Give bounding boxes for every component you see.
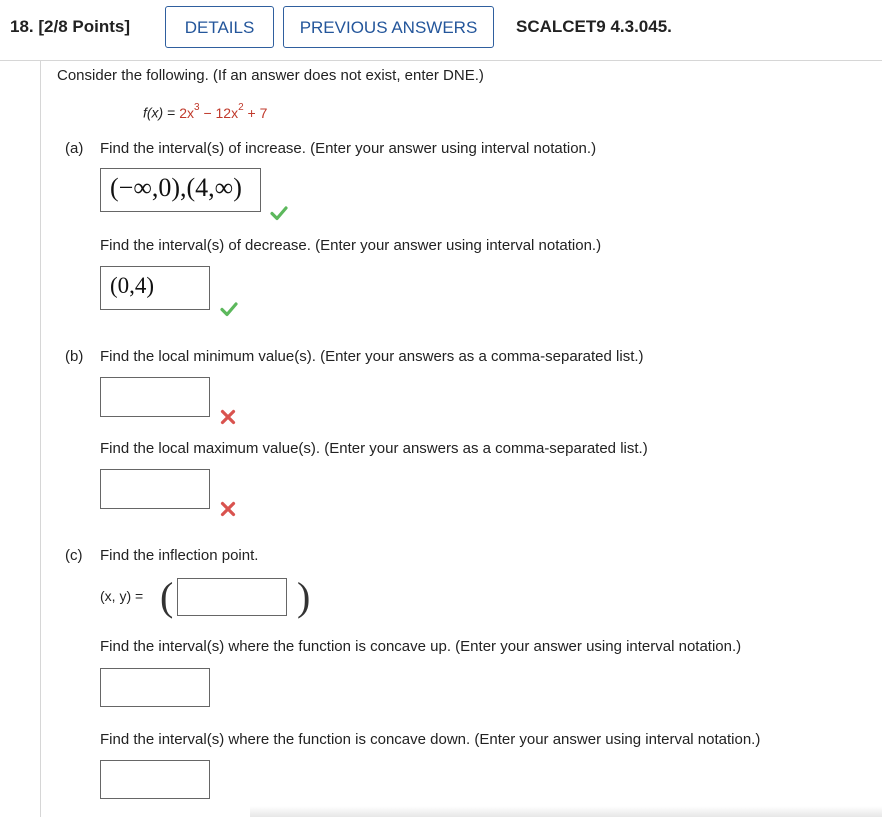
concave-down-input[interactable] bbox=[100, 760, 210, 799]
decrease-answer-input[interactable] bbox=[100, 266, 210, 310]
bottom-shadow bbox=[250, 806, 882, 817]
part-b-label: (b) bbox=[65, 348, 84, 365]
left-paren: ( bbox=[160, 574, 174, 619]
intro-text: Consider the following. (If an answer does not exist, enter DNE.) bbox=[57, 67, 484, 84]
increase-answer-input[interactable] bbox=[100, 168, 261, 212]
inflection-prompt: Find the inflection point. bbox=[100, 547, 259, 564]
local-max-prompt: Find the local maximum value(s). (Enter your answers as a comma-separated list.) bbox=[100, 440, 648, 457]
increase-answer-value: (−∞,0),(4,∞) bbox=[110, 173, 242, 202]
function-equals: = bbox=[167, 104, 176, 121]
question-id: SCALCET9 4.3.045. bbox=[516, 17, 672, 36]
decrease-answer-value: (0,4) bbox=[110, 273, 155, 298]
concave-down-prompt: Find the interval(s) where the function is concave down. (Enter your answer using interval notation.) bbox=[100, 731, 761, 748]
increase-prompt: Find the interval(s) of increase. (Enter your answer using interval notation.) bbox=[100, 140, 597, 157]
inflection-point-input[interactable] bbox=[177, 578, 287, 616]
right-paren: ) bbox=[297, 574, 311, 619]
question-number: 18. bbox=[10, 17, 34, 36]
function-lhs: f(x) bbox=[143, 104, 164, 121]
concave-up-prompt: Find the interval(s) where the function is concave up. (Enter your answer using interval notation.) bbox=[100, 638, 742, 655]
function-expression bbox=[143, 104, 267, 121]
part-c-label: (c) bbox=[65, 547, 83, 564]
concave-up-input[interactable] bbox=[100, 668, 210, 707]
check-mark-icon bbox=[220, 300, 238, 318]
check-mark-icon bbox=[270, 204, 288, 222]
question-points: [2/8 Points] bbox=[38, 17, 130, 36]
part-a-label: (a) bbox=[65, 140, 84, 157]
content-left-border bbox=[40, 61, 41, 817]
local-min-prompt: Find the local minimum value(s). (Enter your answers as a comma-separated list.) bbox=[100, 348, 644, 365]
decrease-prompt: Find the interval(s) of decrease. (Enter your answer using interval notation.) bbox=[100, 237, 602, 254]
local-max-input[interactable] bbox=[100, 469, 210, 509]
local-min-input[interactable] bbox=[100, 377, 210, 417]
question-number-points bbox=[10, 17, 130, 37]
function-rhs: $2x^3 - 12x^2 + 7$ bbox=[179, 102, 268, 121]
previous-answers-button[interactable]: PREVIOUS ANSWERS bbox=[283, 6, 494, 48]
details-button[interactable]: DETAILS bbox=[165, 6, 274, 48]
x-mark-icon bbox=[219, 500, 237, 518]
xy-label: (x, y) = bbox=[100, 588, 144, 604]
x-mark-icon bbox=[219, 408, 237, 426]
